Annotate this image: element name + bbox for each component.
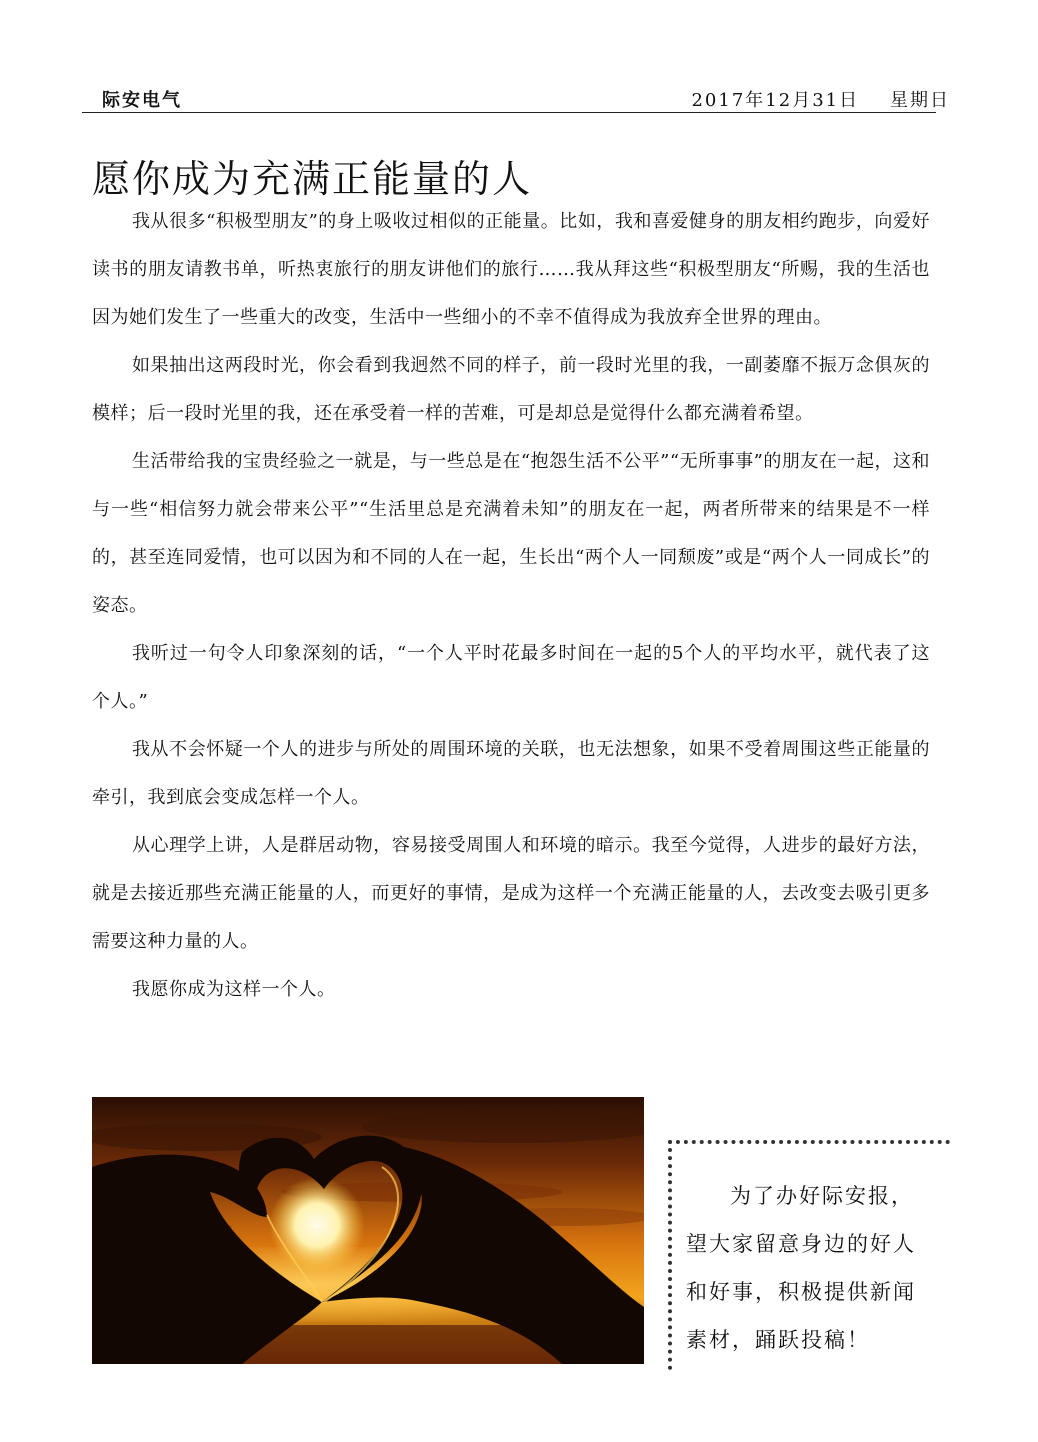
- article-body: [92, 198, 930, 1014]
- article-paragraph: 我愿你成为这样一个人。: [132, 979, 336, 1000]
- article-paragraph: 我从不会怀疑一个人的进步与所处的周围环境的关联，也无法想象，如果不受着周围这些正能量的牵引，我到底会变成怎样一个人。: [92, 739, 930, 808]
- heart-hands-sunset-photo: [92, 1097, 644, 1364]
- article-paragraph: 我听过一句令人印象深刻的话，“一个人平时花最多时间在一起的5个人的平均水平，就代表了这个人。”: [92, 643, 930, 712]
- submission-notice-box: [668, 1140, 950, 1370]
- article-paragraph: 如果抽出这两段时光，你会看到我迥然不同的样子，前一段时光里的我，一副萎靡不振万念俱灰的模样；后一段时光里的我，还在承受着一样的苦难，可是却总是觉得什么都充满着希望。: [92, 355, 930, 424]
- article-paragraph: 生活带给我的宝贵经验之一就是，与一些总是在“抱怨生活不公平”“无所事事”的朋友在一起，这和与一些“相信努力就会带来公平”“生活里总是充满着未知”的朋友在一起，两者所带来的结果是不一样的，甚至连同爱情，也可以因为和不同的人在一起，生长出“两个人一同颓废”或是“两个人一同成长”的姿态。: [92, 451, 930, 616]
- organization-name: 际安电气: [102, 90, 182, 111]
- article-paragraph: 我从很多“积极型朋友”的身上吸收过相似的正能量。比如，我和喜爱健身的朋友相约跑步，向爱好读书的朋友请教书单，听热衷旅行的朋友讲他们的旅行……我从拜这些“积极型朋友“所赐，我的生活也因为她们发生了一些重大的改变，生活中一些细小的不幸不值得成为我放弃全世界的理由。: [92, 211, 930, 328]
- page-header: [82, 86, 950, 113]
- issue-date: 2017年12月31日 星期日: [691, 90, 950, 111]
- article-title: 愿你成为充满正能量的人: [92, 157, 533, 201]
- submission-notice-text: 为了办好际安报，望大家留意身边的好人和好事，积极提供新闻素材，踊跃投稿！: [686, 1184, 916, 1352]
- article-paragraph: 从心理学上讲，人是群居动物，容易接受周围人和环境的暗示。我至今觉得，人进步的最好方法，就是去接近那些充满正能量的人，而更好的事情，是成为这样一个充满正能量的人，去改变去吸引更多需要这种力量的人。: [92, 835, 930, 952]
